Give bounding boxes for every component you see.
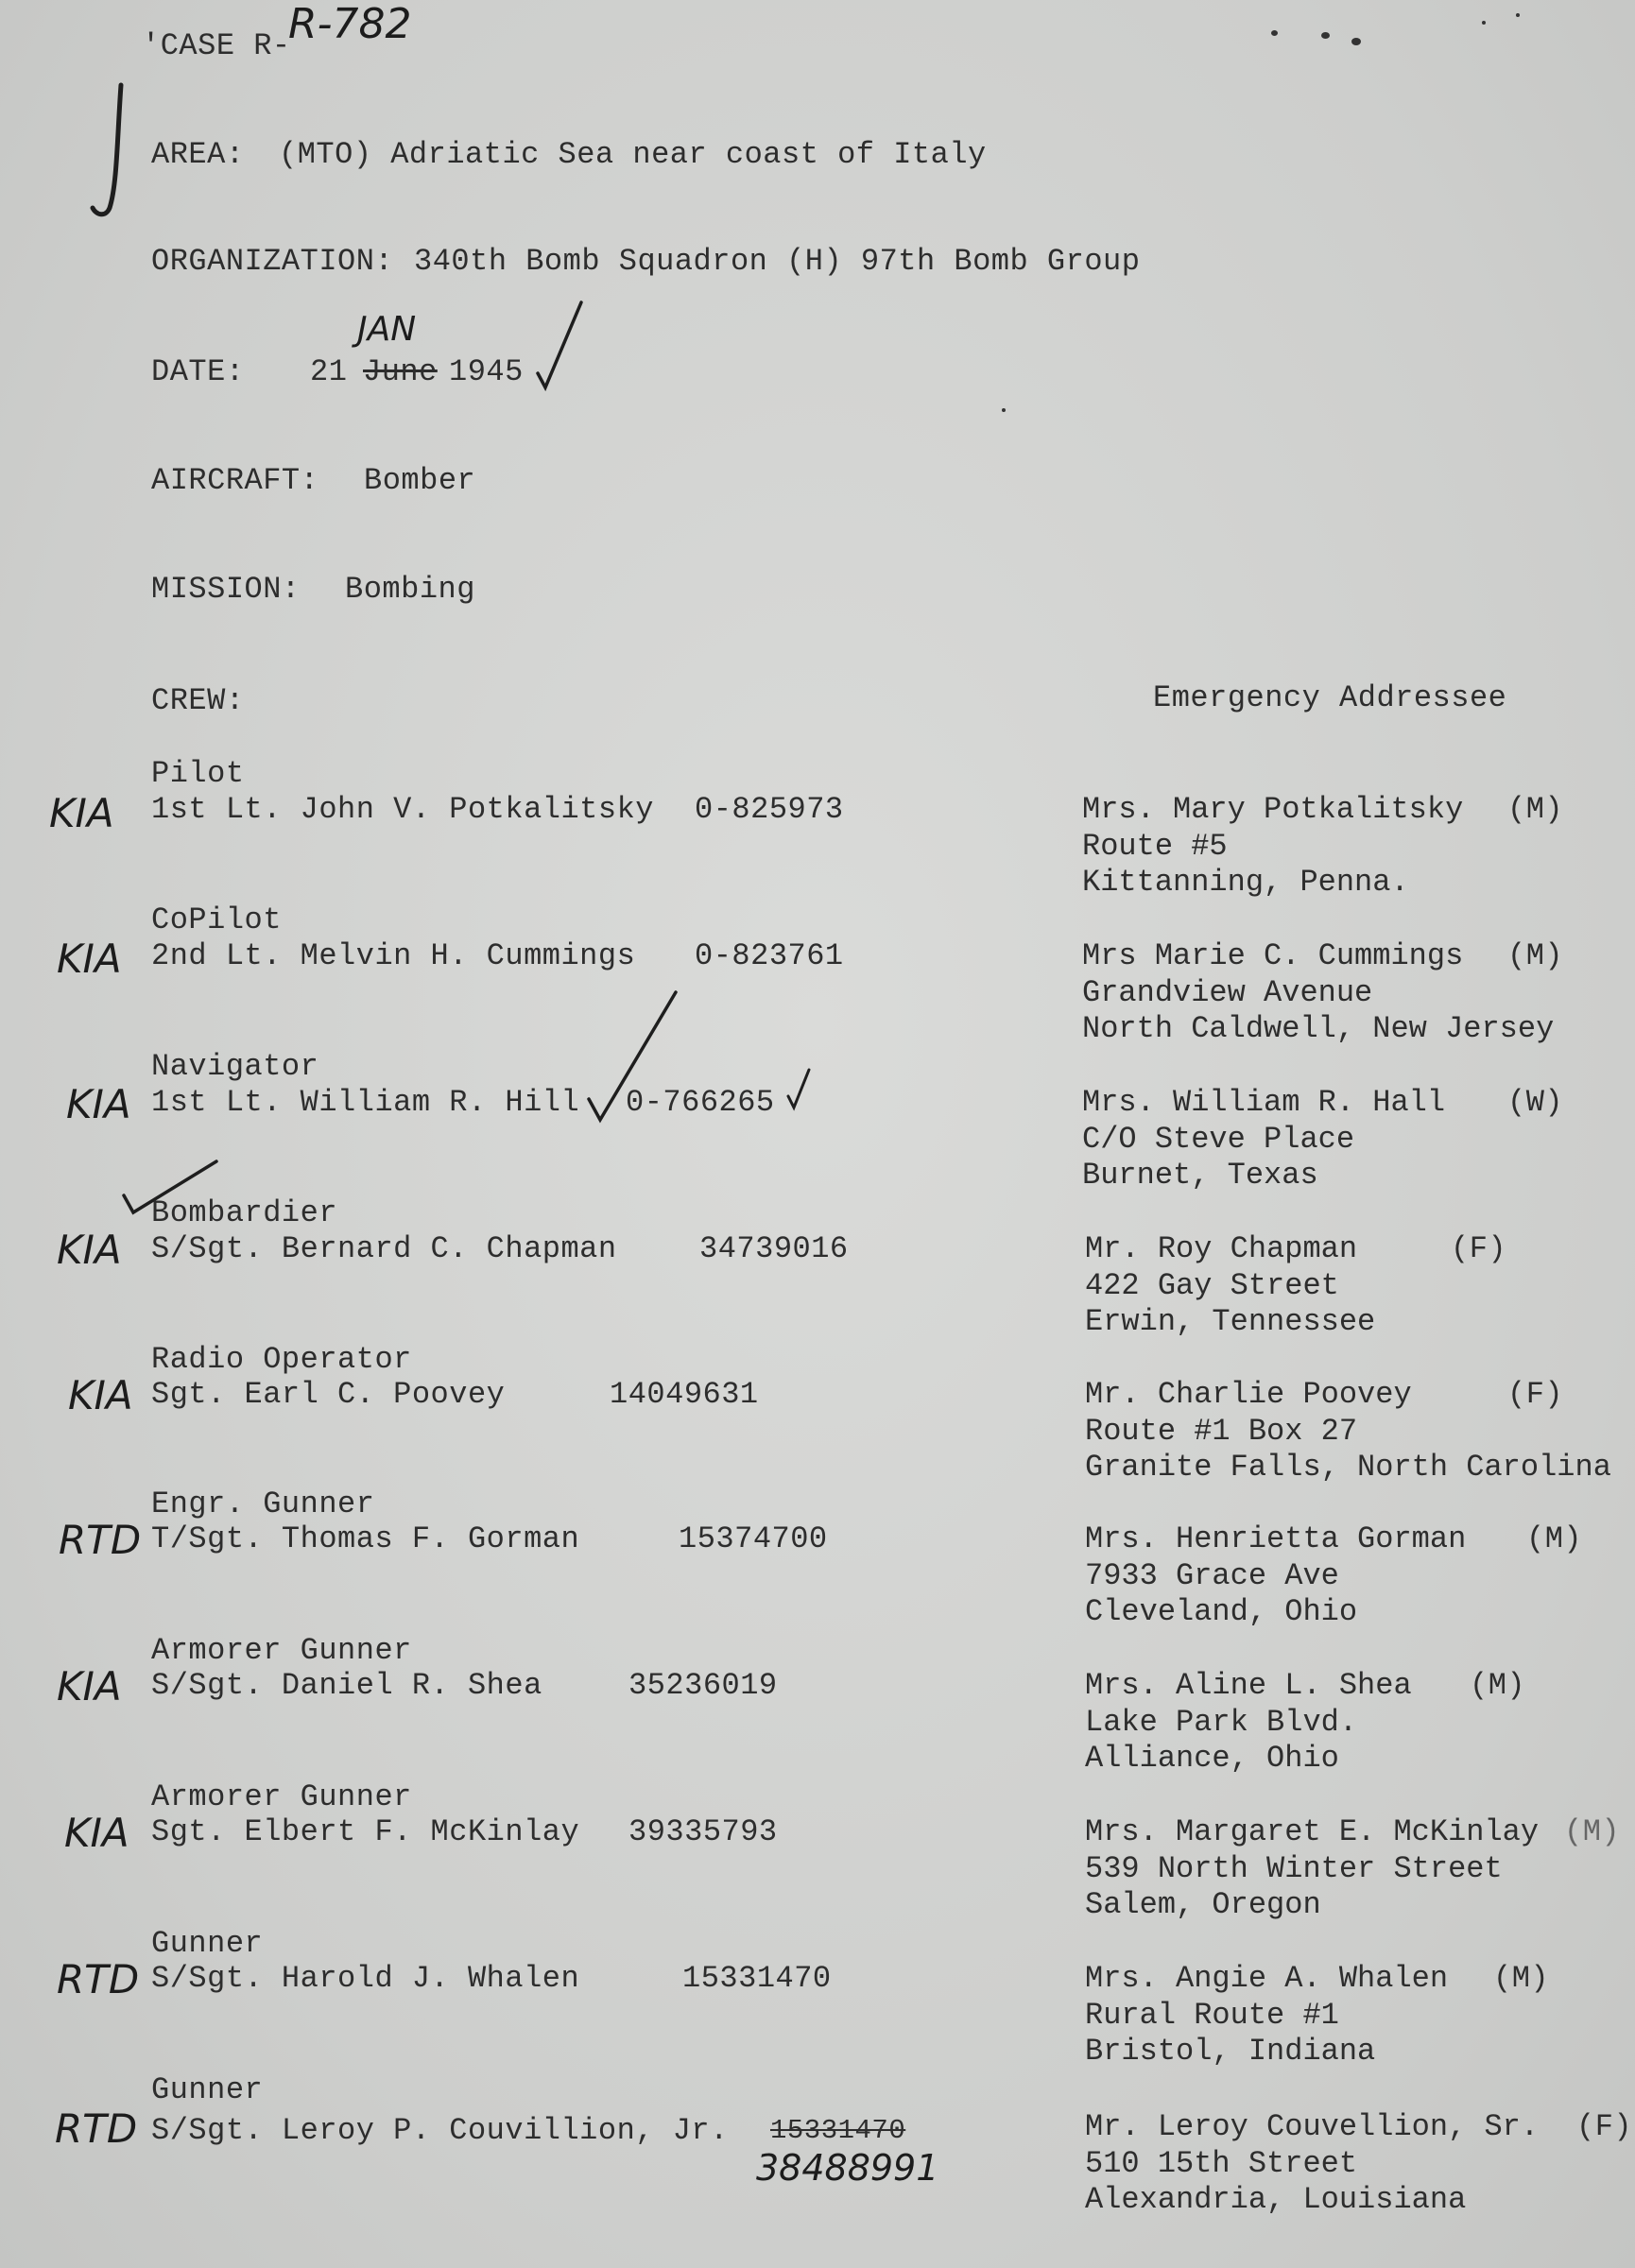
scan-speck [1516, 13, 1520, 17]
navigator-check-mark [581, 988, 685, 1129]
crew-status-handwritten: RTD [55, 2105, 138, 2152]
addressee-line: Mrs Marie C. Cummings [1082, 938, 1464, 973]
case-number-handwritten: R-782 [288, 0, 412, 48]
crew-serial: 0-766265 [626, 1085, 775, 1120]
emergency-addressee [1085, 1521, 1466, 1631]
scan-speck [1482, 21, 1486, 25]
crew-role: Gunner [151, 2072, 264, 2107]
addressee-line: Route #1 Box 27 [1085, 1413, 1358, 1449]
crew-name: 1st Lt. John V. Potkalitsky [151, 792, 654, 827]
mission-value: Bombing [345, 572, 475, 607]
crew-name: Sgt. Earl C. Poovey [151, 1377, 506, 1412]
organization-label: ORGANIZATION: [151, 244, 394, 279]
crew-name: T/Sgt. Thomas F. Gorman [151, 1521, 580, 1556]
addressee-line: Mrs. William R. Hall [1082, 1085, 1446, 1120]
scan-speck [1271, 30, 1278, 36]
margin-check-mark [85, 80, 132, 222]
crew-status-handwritten: KIA [49, 790, 114, 836]
addressee-line: Grandview Avenue [1082, 974, 1373, 1010]
addressee-line: Salem, Oregon [1085, 1887, 1321, 1922]
addressee-relation: (M) [1507, 938, 1564, 973]
addressee-line: C/O Steve Place [1082, 1121, 1355, 1157]
addressee-relation: (F) [1451, 1231, 1507, 1266]
addressee-line: Mrs. Mary Potkalitsky [1082, 792, 1464, 827]
scan-speck [1321, 32, 1330, 39]
emergency-addressee [1085, 1231, 1375, 1341]
crew-serial: 34739016 [699, 1231, 849, 1266]
crew-role: CoPilot [151, 902, 282, 937]
crew-name: Sgt. Elbert F. McKinlay [151, 1814, 580, 1849]
crew-status-handwritten: KIA [68, 1372, 133, 1418]
emergency-addressee [1082, 792, 1463, 902]
date-label: DATE: [151, 354, 245, 389]
addressee-relation: (M) [1526, 1521, 1583, 1556]
addressee-line: Granite Falls, North Carolina [1085, 1450, 1611, 1485]
date-day: 21 [310, 354, 348, 389]
area-label: AREA: [151, 137, 245, 172]
emergency-addressee [1085, 1814, 1539, 1924]
addressee-line: 422 Gay Street [1085, 1267, 1339, 1303]
addressee-line: Mr. Charlie Poovey [1085, 1377, 1412, 1412]
addressee-line: Alexandria, Louisiana [1085, 2182, 1467, 2217]
crew-serial: 15331470 [682, 1961, 832, 1996]
crew-role: Armorer Gunner [151, 1633, 412, 1668]
addressee-line: Kittanning, Penna. [1082, 865, 1409, 900]
scan-speck [1002, 408, 1006, 412]
crew-status-handwritten: KIA [66, 1081, 131, 1127]
addressee-line: 510 15th Street [1085, 2145, 1358, 2181]
crew-serial: 0-823761 [695, 938, 844, 973]
crew-serial: 0-825973 [695, 792, 844, 827]
scan-speck [1351, 38, 1361, 45]
crew-status-handwritten: KIA [57, 936, 122, 982]
aircraft-value: Bomber [364, 463, 476, 498]
addressee-line: Alliance, Ohio [1085, 1741, 1339, 1776]
addressee-line: Mrs. Angie A. Whalen [1085, 1961, 1449, 1996]
crew-serial-struck: 15331470 [770, 2115, 906, 2146]
addressee-line: Erwin, Tennessee [1085, 1304, 1376, 1339]
crew-serial: 14049631 [610, 1377, 759, 1412]
addressee-relation: (M) [1470, 1668, 1526, 1703]
addressee-line: Mrs. Henrietta Gorman [1085, 1521, 1467, 1556]
addressee-line: Cleveland, Ohio [1085, 1594, 1358, 1629]
crew-serial-correction-handwritten: 38488991 [756, 2147, 939, 2189]
addressee-line: Mrs. Margaret E. McKinlay [1085, 1814, 1540, 1849]
crew-name: 2nd Lt. Melvin H. Cummings [151, 938, 636, 973]
addressee-line: Route #5 [1082, 828, 1228, 864]
crew-label: CREW: [151, 683, 245, 718]
addressee-line: North Caldwell, New Jersey [1082, 1011, 1555, 1046]
date-year: 1945 [449, 354, 524, 389]
addressee-line: Lake Park Blvd. [1085, 1704, 1358, 1740]
crew-status-handwritten: RTD [57, 1956, 140, 2002]
addressee-relation: (F) [1507, 1377, 1564, 1412]
crew-role: Radio Operator [151, 1342, 412, 1377]
serial-check-mark [784, 1066, 813, 1113]
addressee-line: Rural Route #1 [1085, 1997, 1339, 2033]
addressee-relation: (F) [1576, 2109, 1633, 2144]
addressee-line: Mr. Roy Chapman [1085, 1231, 1358, 1266]
mission-label: MISSION: [151, 572, 301, 607]
crew-role: Armorer Gunner [151, 1779, 412, 1814]
crew-status-handwritten: KIA [64, 1810, 129, 1856]
addressee-relation: (M) [1507, 792, 1564, 827]
addressee-line: 7933 Grace Ave [1085, 1557, 1339, 1593]
addressee-relation: (M) [1564, 1814, 1621, 1849]
crew-name: 1st Lt. William R. Hill [151, 1085, 580, 1120]
case-label: 'CASE R- [142, 28, 291, 63]
crew-name: S/Sgt. Daniel R. Shea [151, 1668, 542, 1703]
area-value: (MTO) Adriatic Sea near coast of Italy [279, 137, 987, 172]
addressee-relation: (M) [1493, 1961, 1550, 1996]
addressee-relation: (W) [1507, 1085, 1564, 1120]
addressee-line: Mrs. Aline L. Shea [1085, 1668, 1412, 1703]
date-correction-handwritten: JAN [357, 310, 417, 349]
addressee-line: Bristol, Indiana [1085, 2034, 1376, 2069]
aircraft-label: AIRCRAFT: [151, 463, 319, 498]
crew-status-handwritten: KIA [57, 1227, 122, 1273]
organization-value: 340th Bomb Squadron (H) 97th Bomb Group [414, 244, 1141, 279]
emergency-addressee [1082, 1085, 1445, 1194]
emergency-addressee [1085, 2109, 1539, 2219]
crew-name: S/Sgt. Leroy P. Couvillion, Jr. [151, 2113, 729, 2148]
addressee-line: 539 North Winter Street [1085, 1850, 1503, 1886]
crew-serial: 15374700 [679, 1521, 828, 1556]
emergency-addressee-label: Emergency Addressee [1153, 680, 1507, 715]
crew-role: Engr. Gunner [151, 1486, 375, 1521]
crew-role: Pilot [151, 756, 245, 791]
crew-role: Gunner [151, 1926, 264, 1961]
crew-status-handwritten: RTD [59, 1517, 142, 1563]
crew-serial: 39335793 [628, 1814, 778, 1849]
date-month-struck: June [363, 354, 438, 389]
addressee-line: Mr. Leroy Couvellion, Sr. [1085, 2109, 1540, 2144]
date-check-mark [534, 298, 586, 392]
crew-role: Bombardier [151, 1195, 338, 1230]
emergency-addressee [1085, 1961, 1448, 2070]
emergency-addressee [1082, 938, 1554, 1048]
emergency-addressee [1085, 1668, 1412, 1778]
crew-role: Navigator [151, 1049, 319, 1084]
crew-name: S/Sgt. Bernard C. Chapman [151, 1231, 617, 1266]
crew-serial: 35236019 [628, 1668, 778, 1703]
crew-name: S/Sgt. Harold J. Whalen [151, 1961, 580, 1996]
addressee-line: Burnet, Texas [1082, 1158, 1318, 1193]
crew-status-handwritten: KIA [57, 1663, 122, 1710]
